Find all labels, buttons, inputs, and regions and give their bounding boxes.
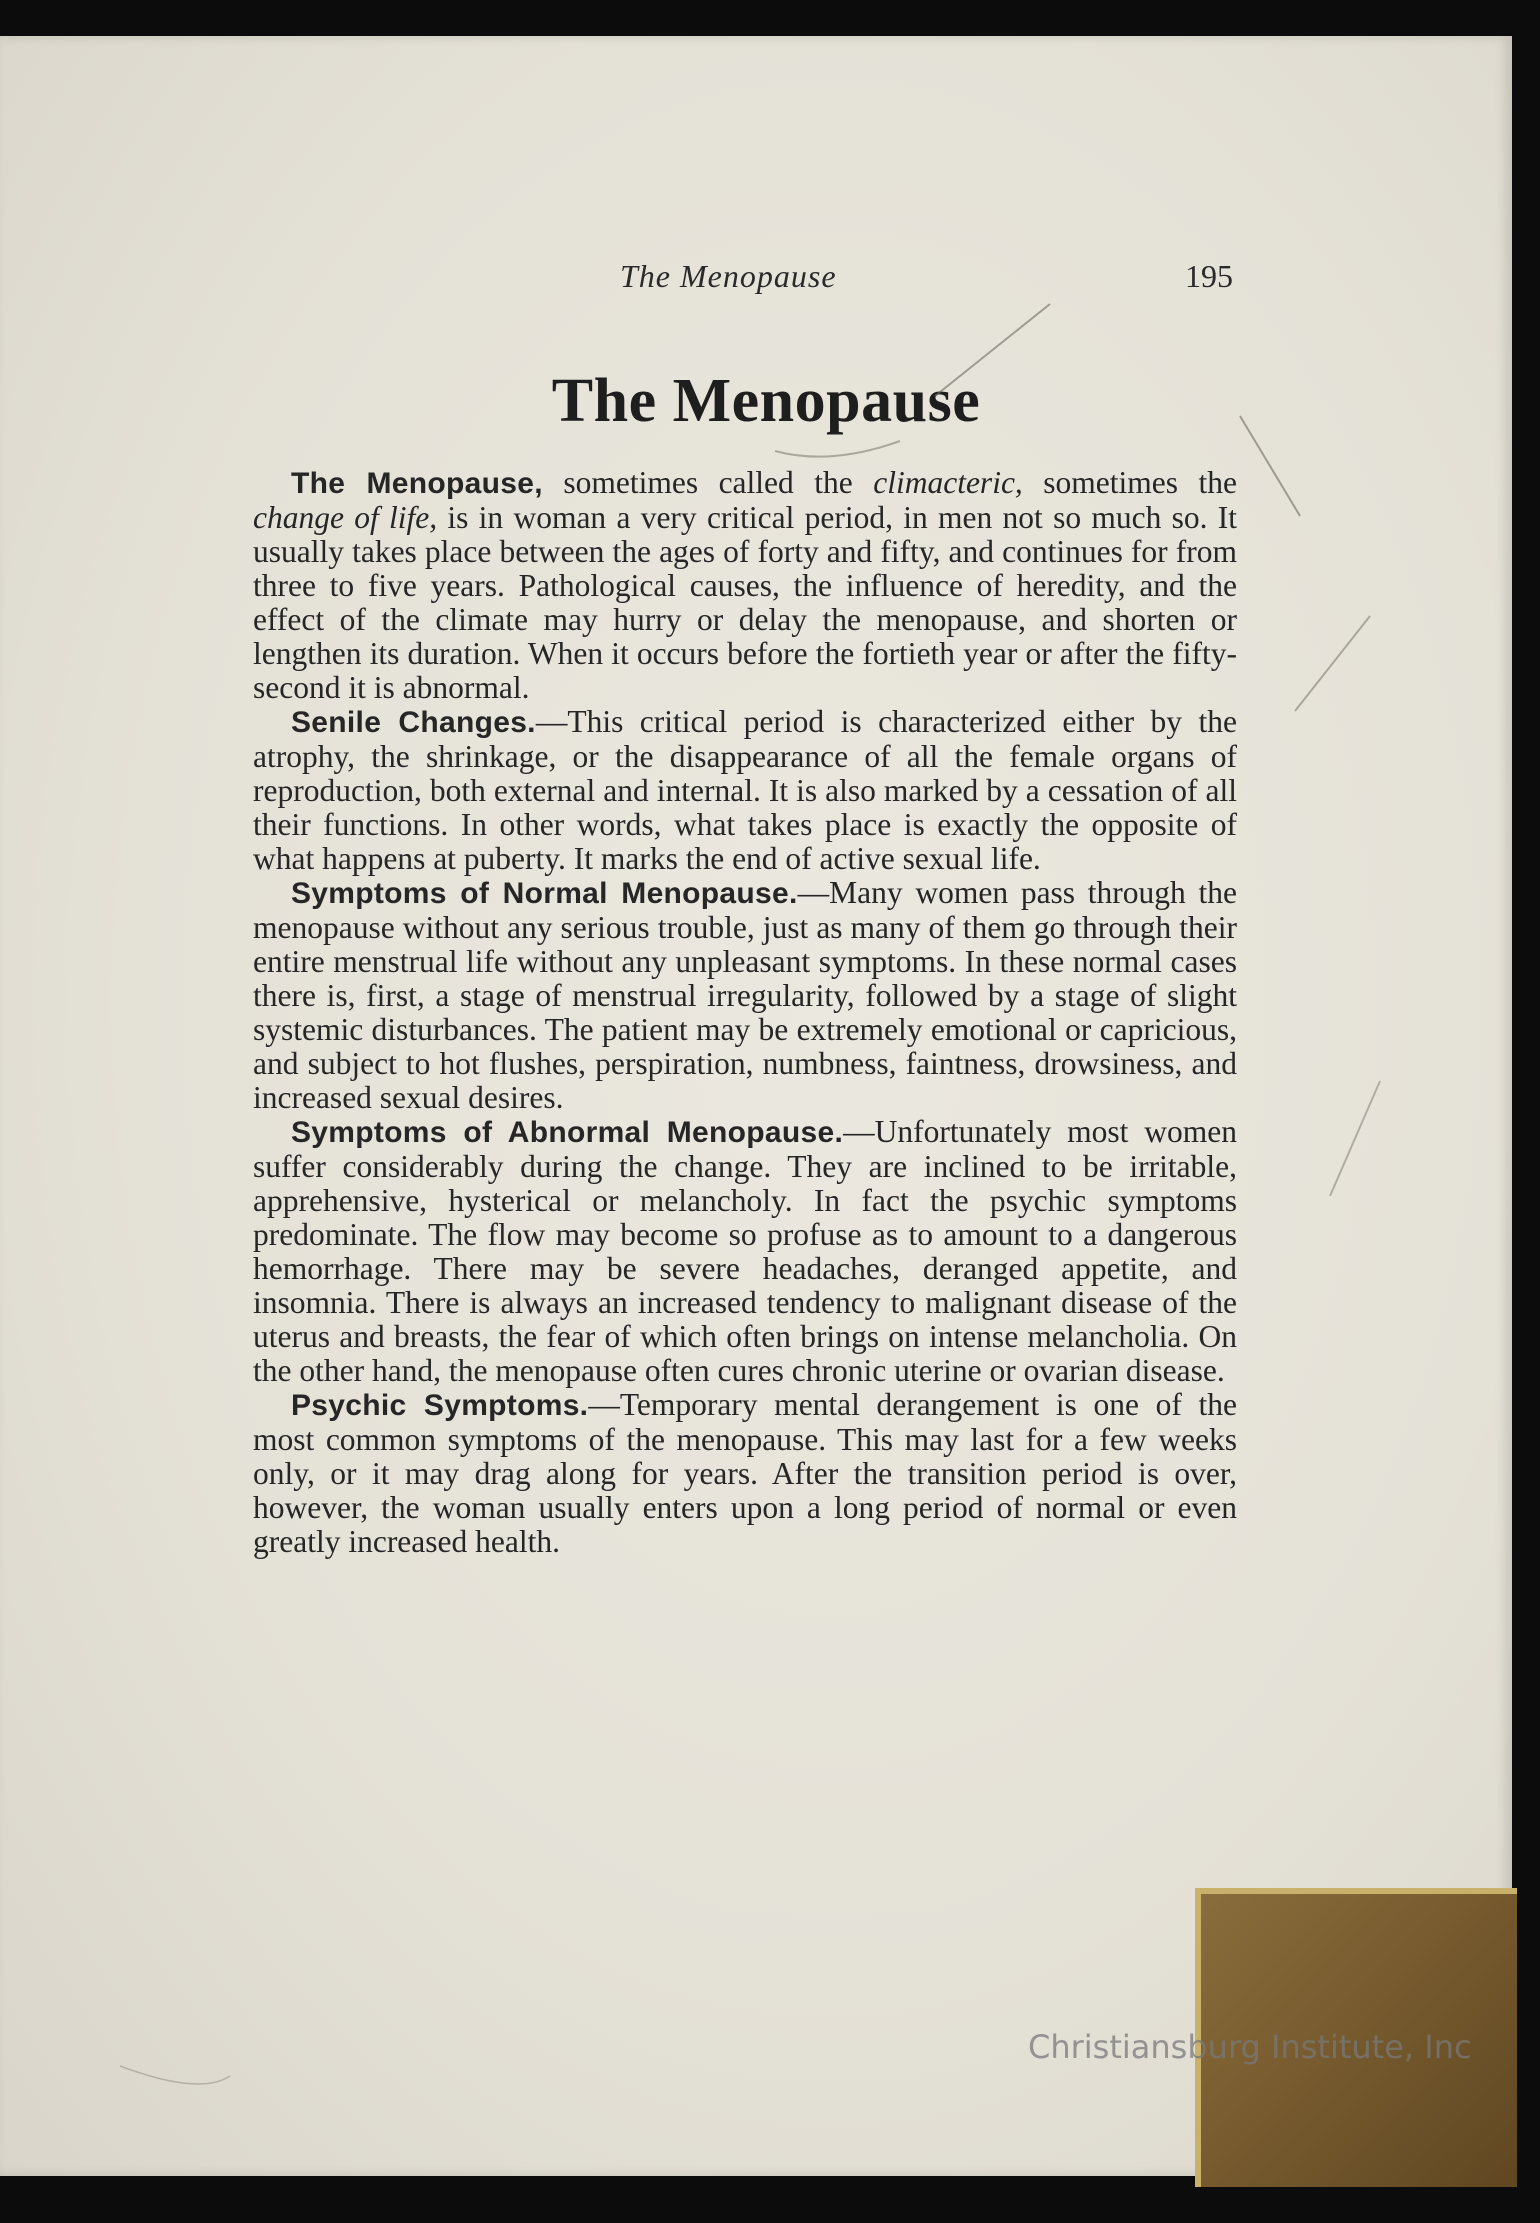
paragraph-text: sometimes the	[1022, 465, 1238, 500]
term-change-of-life: change of life,	[253, 500, 438, 535]
running-title: The Menopause	[620, 258, 837, 294]
paragraph-senile-changes	[253, 705, 1237, 876]
paragraph-menopause	[253, 466, 1237, 705]
paragraph-heading: Senile Changes.	[291, 706, 536, 739]
paragraph-text: sometimes called the	[542, 465, 874, 500]
paragraph-heading: Symptoms of Abnormal Menopause.	[291, 1116, 844, 1149]
running-head	[0, 258, 1512, 298]
paragraph-abnormal-menopause	[253, 1115, 1237, 1388]
paragraph-psychic-symptoms	[253, 1388, 1237, 1559]
paragraph-heading: Symptoms of Normal Menopause.	[291, 877, 798, 910]
paragraph-text: —Many women pass through the menopause without any serious trouble, just as many of them go through their entire menstrual life without any unpleasant symptoms. In these normal cases there is, first, a stage of menstrual irregularity, followed by a stage of slight systemic disturbances. The patient may be extremely emotional or capricious, and subject to hot flushes, perspiration, numbness, faintness, drowsiness, and increased sexual desires.	[253, 875, 1237, 1115]
book-page	[0, 36, 1512, 2176]
paragraph-text: —This critical period is characterized either by the atrophy, the shrinkage, or the disappearance of all the female organs of reproduction, both external and internal. It is also marked by a cessation of all their functions. In other words, what takes place is exactly the opposite of what happens at puberty. It marks the end of active sexual life.	[253, 704, 1237, 876]
paragraph-text: —Temporary mental derangement is one of the most common symptoms of the menopause. This may last for a few weeks only, or it may drag along for years. After the transition period is over, however, the woman usually enters upon a long period of normal or even greatly increased health.	[253, 1387, 1237, 1559]
paragraph-normal-menopause	[253, 876, 1237, 1115]
chapter-title: The Menopause	[551, 367, 981, 435]
body-text	[253, 466, 1237, 1559]
paragraph-heading: Psychic Symptoms.	[291, 1389, 589, 1422]
paragraph-text: is in woman a very critical period, in men not so much so. It usually takes place between the ages of forty and fifty, and continues for from three to five years. Pathological causes, the influence of heredity, and the effect of the climate may hurry or delay the menopause, and shorten or lengthen its duration. When it occurs before the fortieth year or after the fifty-second it is abnormal.	[253, 500, 1237, 705]
page-number: 195	[1185, 258, 1233, 294]
watermark: Christiansburg Institute, Inc	[1028, 2028, 1472, 2066]
paragraph-heading: The Menopause,	[291, 467, 543, 500]
term-climacteric: climacteric,	[873, 465, 1023, 500]
paragraph-text: —Unfortunately most women suffer considerably during the change. They are inclined to be irritable, apprehensive, hysterical or melancholy. In fact the psychic symptoms predominate. The flow may become so profuse as to amount to a dangerous hemorrhage. There may be severe headaches, deranged appetite, and insomnia. There is always an increased tendency to malignant disease of the uterus and breasts, the fear of which often brings on intense melancholia. On the other hand, the menopause often cures chronic uterine or ovarian disease.	[253, 1114, 1237, 1388]
